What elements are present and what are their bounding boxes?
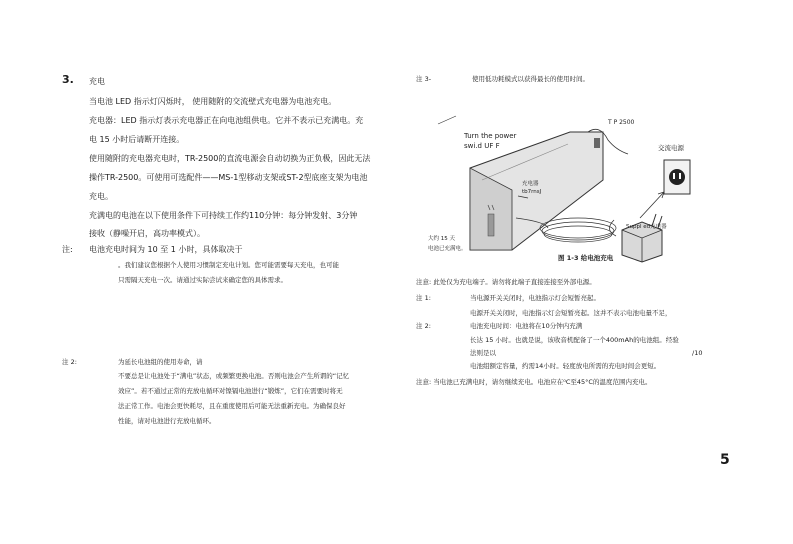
page-number: 5 <box>720 452 730 468</box>
note-line: 电池充电时间：电池将在10分钟内充满 <box>470 322 583 330</box>
section-paragraph: 充电器：LED 指示灯表示充电器正在向电池组供电。它并不表示已充满电。充 <box>89 116 364 125</box>
wall-outlet-icon <box>664 160 690 194</box>
section-paragraph: 当电池 LED 指示灯闪烁时， 使用随附的交流壁式充电器为电池充电。 <box>89 97 337 106</box>
figure-label: 大约 15 天 <box>428 236 455 242</box>
section-paragraph: 使用随附的充电器充电时，TR-2500的直流电源会自动切换为正负极，因此无法 <box>89 154 371 163</box>
caution-line: 注意: 此处仅为充电端子。请勿将此端子直接连接至外部电源。 <box>416 278 596 286</box>
charging-illustration <box>428 110 730 270</box>
note-line: 性能，请对电池进行充放电循环。 <box>118 417 216 425</box>
note-line: 不要总是让电池处于“满电”状态，或频繁更换电池。否则电池会产生所谓的“记忆 <box>118 372 350 380</box>
section-paragraph: 充满电的电池在以下使用条件下可持续工作约110分钟：每分钟发射、3分钟 <box>89 211 358 220</box>
figure-label: 交流电源 <box>658 144 684 152</box>
note-line: 电源开关关闭时，电池指示灯会短暂亮起。这并不表示电池电量不足， <box>470 309 672 317</box>
note-label: 注 2: <box>62 358 77 366</box>
figure-caption: 图 1-3 给电池充电 <box>558 254 614 262</box>
section-paragraph: 充电。 <box>89 192 113 201</box>
section-number: 3. <box>62 73 74 86</box>
note-line: 电池充电时间为 10 至 1 小时，具体取决于 <box>89 245 243 254</box>
figure-label: 充电器 <box>522 181 539 187</box>
figure-label: T P 2500 <box>608 119 635 126</box>
charger-adapter-icon <box>609 214 662 262</box>
figure-label: Suppl ed充电器 <box>626 224 667 230</box>
note-fraction: /10 <box>692 349 703 357</box>
note-line: 只需隔天充电一次。请通过实际尝试来确定您的具体需求。 <box>118 276 287 284</box>
note-line: 。我们建议您根据个人使用习惯制定充电计划。您可能需要每天充电，也可能 <box>118 261 339 269</box>
final-note: 注意: 当电池已充满电时，请勿继续充电。电池应在⁰C至45°C的温度范围内充电。 <box>416 378 652 386</box>
charging-figure <box>428 110 730 270</box>
section-paragraph: 电 15 小时后请断开连接。 <box>89 135 185 144</box>
section-paragraph: 接收（静噪开启，高功率模式）。 <box>89 229 205 238</box>
note-line: 法正常工作。电池会更快耗尽，且在重度使用后可能无法重新充电。为确保良好 <box>118 402 346 410</box>
section-paragraph: 操作TR-2500。可使用可选配件——MS-1型移动支架或ST-2型底座支架为电池 <box>89 173 368 182</box>
figure-label: tb7rnsJ <box>522 189 542 195</box>
section-title: 充电 <box>89 77 105 86</box>
figure-label: 电池已充满电。 <box>428 246 467 252</box>
note-line: 当电源开关关闭时，电池指示灯会短暂亮起。 <box>470 294 600 302</box>
note-label: 注 3- <box>416 75 432 83</box>
note-line: 法则是以 <box>470 349 496 357</box>
note-line: 长达 15 小时。也就是说，该收音机配备了一个400mAh的电池组。经验 <box>470 336 679 344</box>
note-label: 注 2: <box>416 322 431 330</box>
note-line: 效应”。若不通过正常的充放电循环对镍镉电池进行“锻炼”，它们在需要时将无 <box>118 387 343 395</box>
note-label: 注 1: <box>416 294 431 302</box>
figure-label: swi.d UF F <box>464 142 500 150</box>
note-line: 为延长电池组的使用寿命，请 <box>118 358 203 366</box>
figure-label: Turn the power <box>464 132 517 140</box>
note-line: 使用低功耗模式以获得最长的使用时间。 <box>472 75 589 83</box>
note-line: 电池组额定容量，约需14小时。轻度放电所需的充电时间会更短。 <box>470 362 661 370</box>
note-label: 注: <box>62 245 73 254</box>
